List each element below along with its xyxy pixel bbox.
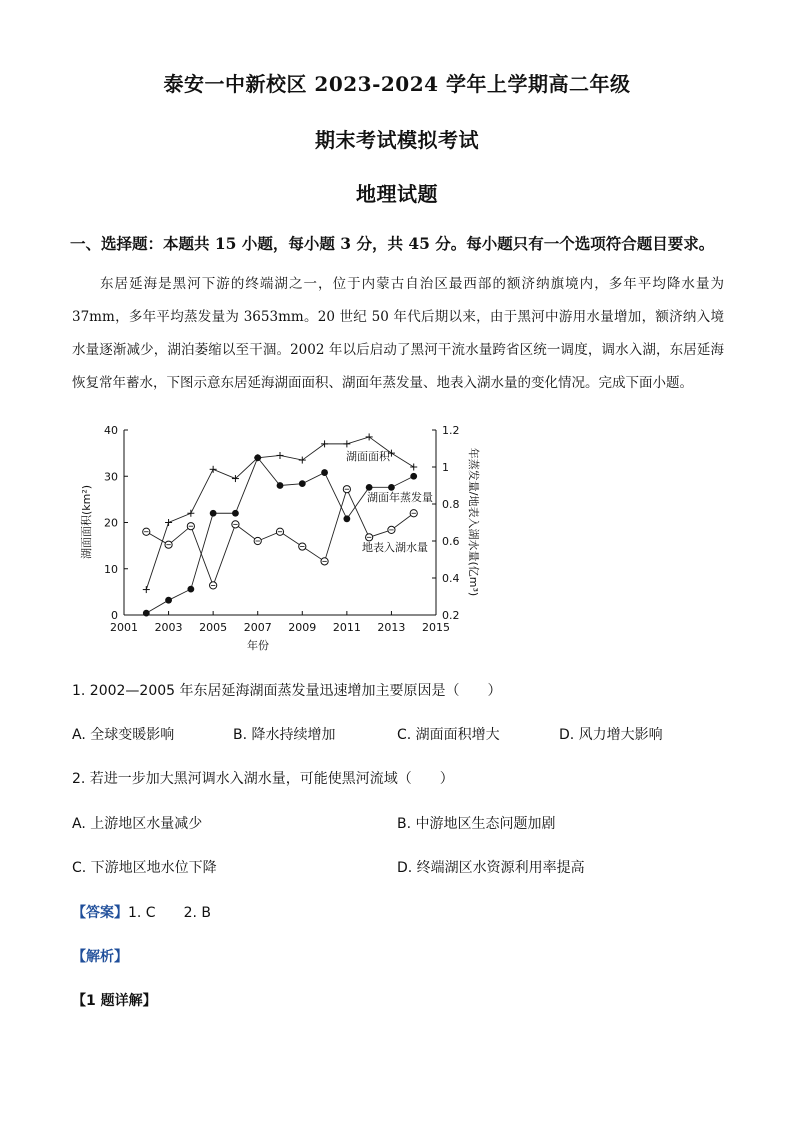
q2-option-c: C. 下游地区地水位下降 — [72, 860, 217, 876]
data-point-filled — [321, 469, 328, 476]
answer-tag: 【答案】 — [72, 905, 128, 921]
x-tick-label: 2005 — [199, 621, 228, 634]
data-point-filled — [277, 482, 284, 489]
data-point-filled — [254, 454, 261, 461]
series-label-area: 湖面面积 — [346, 450, 390, 463]
data-point-filled — [187, 586, 194, 593]
y-right-label: 年蒸发量/地表入湖水量(亿m³) — [467, 447, 480, 597]
x-tick-label: 2007 — [243, 621, 272, 634]
data-point-open — [343, 486, 350, 493]
y-right-tick-label: 1.2 — [442, 424, 460, 437]
data-point-open — [388, 526, 395, 533]
data-point-open — [165, 541, 172, 548]
material-paragraph: 东居延海是黑河下游的终端湖之一，位于内蒙古自治区最西部的额济纳旗境内，多年平均降水量为 37mm，多年平均蒸发量为 3653mm。20 世纪 50 年代后期以来，由于黑河中游用水量增加，额济纳入境水量逐渐减少，湖泊萎缩以至干涸。2002 年以后启动了黑河干流水量跨省区统一调度，调水入湖，东居延海恢复常年蓄水，下图示意东居延海湖面面积、湖面年蒸发量、地表入湖水量的变化情况。完成下面小题。 — [72, 276, 724, 391]
x-tick-label: 2011 — [332, 621, 361, 634]
y-right-tick-label: 0.6 — [442, 535, 460, 548]
x-tick-label: 2013 — [377, 621, 406, 634]
data-point-filled — [410, 473, 417, 480]
answer-text: 1. C 2. B — [128, 905, 211, 921]
y-right-tick-label: 1 — [442, 461, 449, 474]
analysis-tag: 【解析】 — [72, 949, 128, 965]
x-tick-label: 2009 — [288, 621, 317, 634]
data-point-filled — [343, 515, 350, 522]
data-point-open — [210, 582, 217, 589]
data-point-plus — [410, 464, 417, 471]
data-point-open — [299, 543, 306, 550]
lake-chart — [80, 418, 480, 658]
exam-title-line1: 泰安一中新校区 2023-2024 学年上学期高二年级 — [163, 72, 631, 96]
data-point-plus — [277, 452, 284, 459]
data-point-plus — [343, 440, 350, 447]
question-2-stem: 2. 若进一步加大黑河调水入湖水量，可能使黑河流域（ ） — [72, 771, 454, 787]
question-1-stem: 1. 2002—2005 年东居延海湖面蒸发量迅速增加主要原因是（ ） — [72, 683, 502, 699]
data-point-filled — [366, 484, 373, 491]
data-point-filled — [143, 610, 150, 617]
y-right-tick-label: 0.2 — [442, 609, 460, 622]
data-point-filled — [299, 480, 306, 487]
data-point-open — [410, 510, 417, 517]
y-right-tick-label: 0.8 — [442, 498, 460, 511]
q2-option-a: A. 上游地区水量减少 — [72, 816, 203, 832]
data-point-filled — [232, 510, 239, 517]
y-left-tick-label: 40 — [104, 424, 118, 437]
y-left-tick-label: 20 — [104, 516, 118, 530]
data-point-plus — [165, 519, 172, 526]
data-point-open — [232, 521, 239, 528]
series-label-inflow: 地表入湖水量 — [362, 541, 428, 554]
q2-option-d: D. 终端湖区水资源利用率提高 — [397, 860, 585, 876]
q1-option-d: D. 风力增大影响 — [559, 727, 663, 743]
data-point-plus — [210, 466, 217, 473]
detail-heading: 【1 题详解】 — [72, 993, 157, 1009]
section-heading: 一、选择题：本题共 15 小题，每小题 3 分，共 45 分。每小题只有一个选项符合题目要求。 — [70, 234, 715, 253]
q1-option-b: B. 降水持续增加 — [233, 727, 336, 743]
data-point-plus — [187, 510, 194, 517]
x-tick-label: 2015 — [422, 621, 450, 634]
series-label-evaporation: 湖面年蒸发量 — [367, 491, 433, 504]
data-point-filled — [165, 597, 172, 604]
analysis-line — [72, 946, 128, 966]
data-point-plus — [366, 433, 373, 440]
answer-line — [72, 902, 211, 922]
data-point-plus — [321, 440, 328, 447]
y-left-tick-label: 0 — [111, 609, 118, 622]
data-point-plus — [143, 586, 150, 593]
x-axis-label: 年份 — [247, 639, 269, 652]
data-point-open — [366, 534, 373, 541]
data-point-open — [254, 537, 261, 544]
exam-title-line3: 地理试题 — [356, 182, 438, 206]
y-left-tick-label: 30 — [104, 470, 118, 484]
data-point-open — [143, 528, 150, 535]
x-tick-label: 2003 — [154, 621, 183, 634]
q1-option-a: A. 全球变暖影响 — [72, 727, 175, 743]
data-point-open — [187, 523, 194, 530]
x-tick-label: 2001 — [110, 621, 138, 634]
q2-option-b: B. 中游地区生态问题加剧 — [397, 816, 556, 832]
data-point-filled — [210, 510, 217, 517]
y-left-tick-label: 10 — [104, 562, 118, 576]
data-point-filled — [388, 484, 395, 491]
exam-title-line2: 期末考试模拟考试 — [315, 128, 479, 152]
y-right-tick-label: 0.4 — [442, 572, 460, 585]
data-point-plus — [299, 457, 306, 464]
y-left-label: 湖面面积(km²) — [80, 484, 93, 560]
data-point-open — [276, 528, 283, 535]
q1-option-c: C. 湖面面积增大 — [397, 727, 500, 743]
data-point-open — [321, 558, 328, 565]
